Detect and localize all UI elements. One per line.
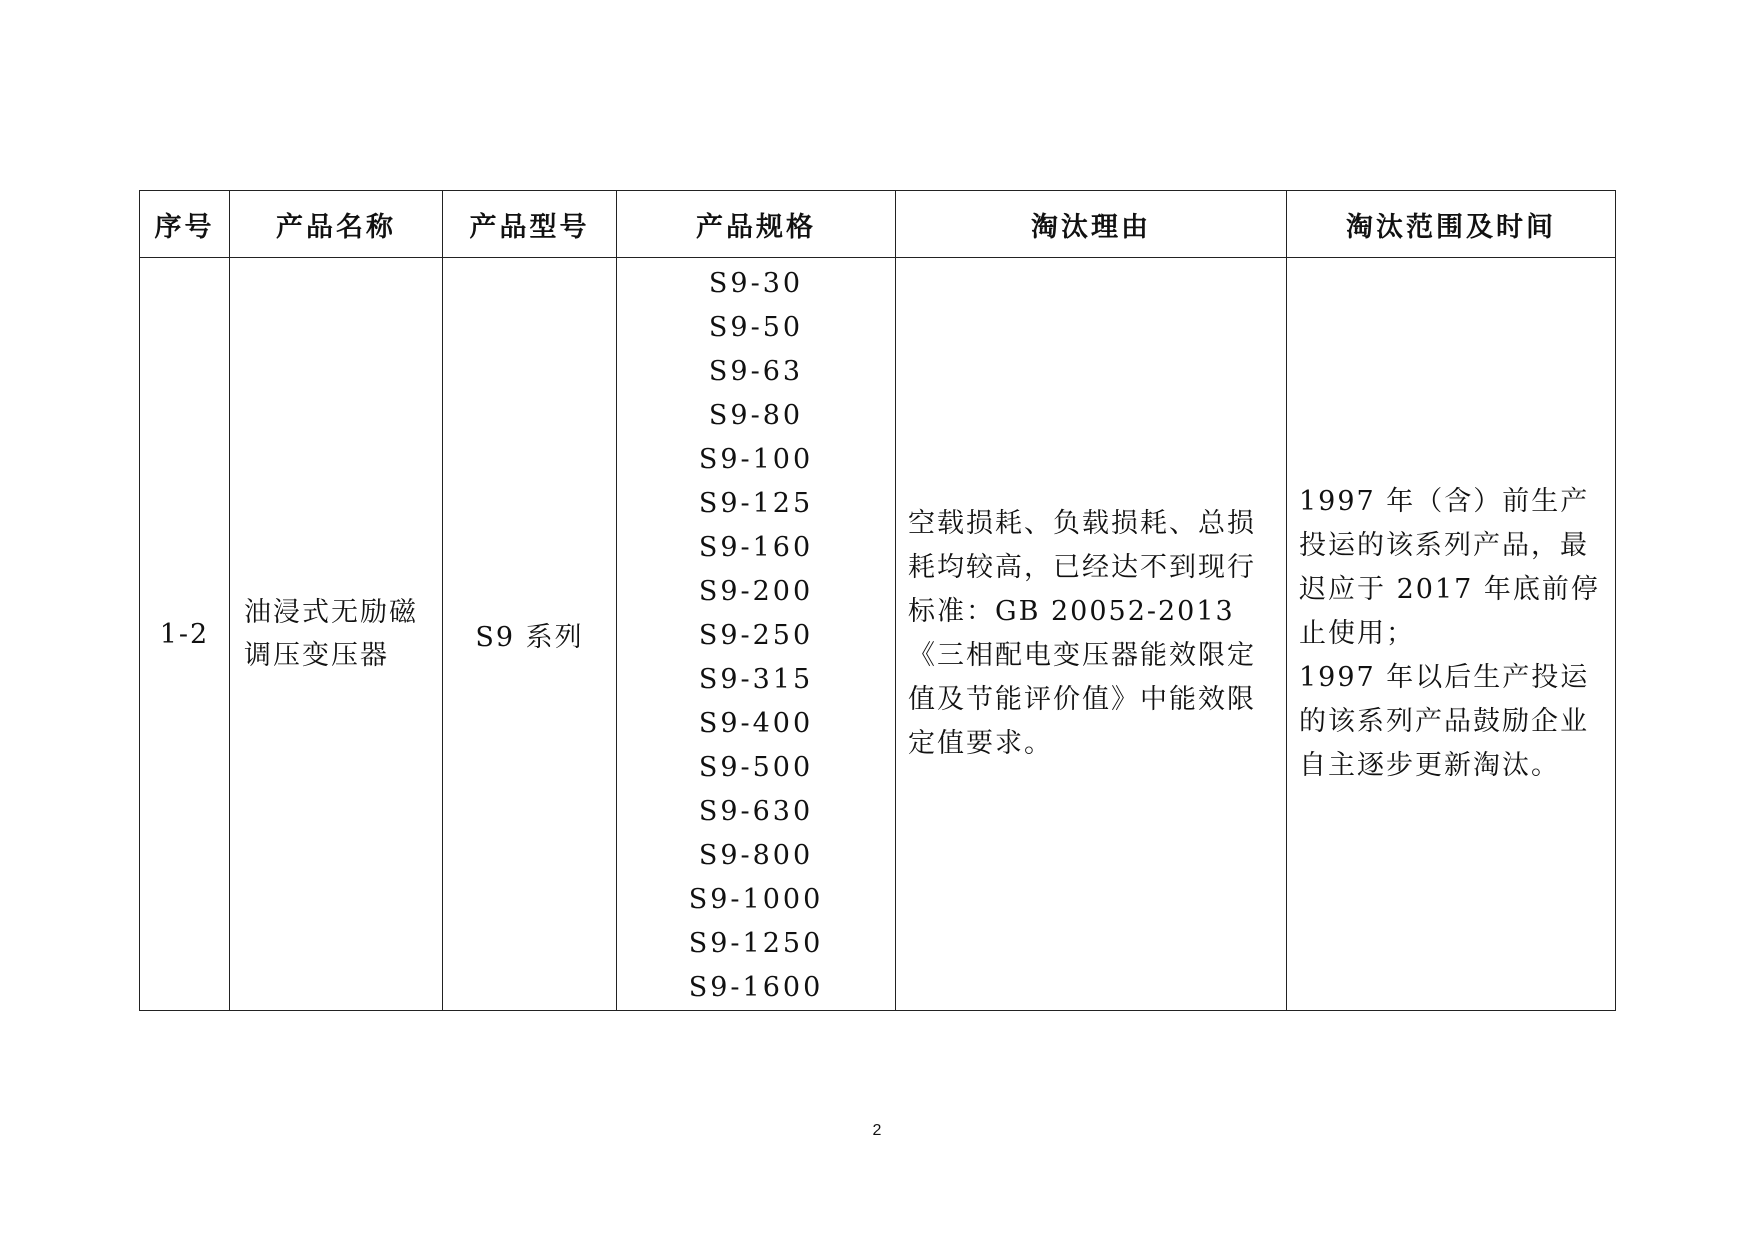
- header-product-name: 产品名称: [230, 191, 443, 258]
- spec-item: S9-400: [698, 708, 814, 739]
- scope-paragraph-1: 1997 年（含）前生产投运的该系列产品，最迟应于 2017 年底前停止使用；: [1299, 486, 1600, 649]
- spec-item: S9-800: [698, 840, 814, 871]
- cell-scope-time: [1287, 258, 1616, 1011]
- spec-item: S9-125: [698, 488, 814, 519]
- spec-item: S9-100: [698, 444, 814, 475]
- header-product-model: 产品型号: [443, 191, 617, 258]
- cell-product-name: 油浸式无励磁调压变压器: [230, 258, 443, 1011]
- spec-item: S9-80: [708, 400, 804, 431]
- spec-item: S9-63: [708, 356, 804, 387]
- spec-item: S9-1600: [688, 972, 824, 1003]
- spec-item: S9-30: [708, 268, 804, 299]
- spec-item: S9-160: [698, 532, 814, 563]
- cell-product-model: S9 系列: [443, 258, 617, 1011]
- elimination-table: [139, 190, 1616, 1011]
- page-number: 2: [872, 1122, 882, 1139]
- header-product-spec: 产品规格: [617, 191, 896, 258]
- spec-item: S9-315: [698, 664, 814, 695]
- table-header-row: [140, 191, 1616, 258]
- spec-item: S9-200: [698, 576, 814, 607]
- table-row: [140, 258, 1616, 1011]
- header-seq: 序号: [140, 191, 230, 258]
- spec-item: S9-630: [698, 796, 814, 827]
- spec-item: S9-1000: [688, 884, 824, 915]
- spec-item: S9-1250: [688, 928, 824, 959]
- spec-item: S9-50: [708, 312, 804, 343]
- scope-paragraph-2: 1997 年以后生产投运的该系列产品鼓励企业自主逐步更新淘汰。: [1299, 662, 1590, 781]
- cell-reason: 空载损耗、负载损耗、总损耗均较高，已经达不到现行标准：GB 20052-2013《三相配电变压器能效限定值及节能评价值》中能效限定值要求。: [896, 258, 1287, 1011]
- header-reason: 淘汰理由: [896, 191, 1287, 258]
- cell-product-spec: [617, 258, 896, 1011]
- cell-seq: 1-2: [140, 258, 230, 1011]
- spec-item: S9-500: [698, 752, 814, 783]
- spec-item: S9-250: [698, 620, 814, 651]
- header-scope-time: 淘汰范围及时间: [1287, 191, 1616, 258]
